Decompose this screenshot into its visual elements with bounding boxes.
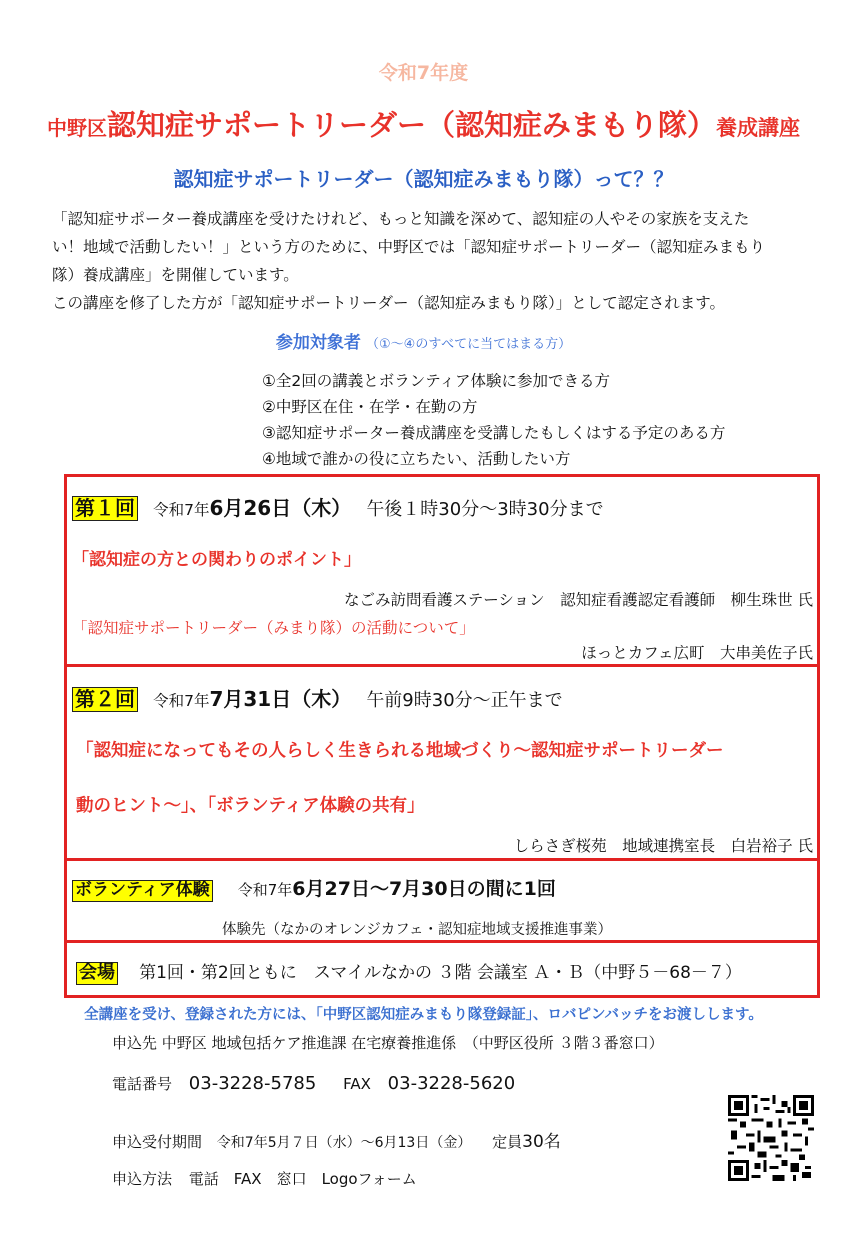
divider (64, 858, 820, 861)
page-title (0, 103, 847, 144)
method-list: 電話 FAX 窓口 Logoフォーム (188, 1170, 417, 1188)
session2-topic-cont: 動のヒント～」、「ボランティア体験の共有」 (76, 796, 425, 816)
volunteer-header (72, 874, 556, 902)
tel-label: 電話番号 (112, 1075, 173, 1093)
divider (64, 940, 820, 943)
session2-year: 令和7年 (153, 692, 210, 710)
period-label: 申込受付期間 (112, 1133, 203, 1151)
target-title: 参加対象者 (275, 333, 361, 353)
condition-item: ①全2回の講義とボランティア体験に参加できる方 (262, 372, 611, 390)
venue-label: 会場 (76, 962, 118, 985)
session2-topic: 「認知症になってもその人らしく生きられる地域づくり～認知症サポートリーダー (76, 741, 724, 761)
capacity-label: 定員 (492, 1133, 523, 1151)
course-suffix: 養成講座 (716, 116, 800, 140)
session1-topic: 「認知症の方との関わりのポイント」 (72, 550, 361, 570)
target-conditions (262, 368, 725, 472)
session1-topic2: 「認知症サポートリーダー（みまり隊）の活動について」 (72, 619, 475, 637)
volunteer-label: ボランティア体験 (72, 880, 213, 902)
session1-date: 6月26日（木） (209, 496, 352, 520)
course-name: 認知症サポートリーダー（認知症みまもり隊） (106, 108, 716, 142)
subtitle: 認知症サポートリーダー（認知症みまもり隊）って？？ (173, 167, 674, 191)
notice-text: 全講座を受け、登録された方には、「中野区認知症みまもり隊登録証」、ロバピンバッチをお渡しします。 (84, 1007, 763, 1023)
fax-number: 03-3228-5620 (387, 1073, 516, 1094)
session1-year: 令和7年 (153, 501, 210, 519)
session2-label: 第２回 (72, 687, 138, 712)
session2-date: 7月31日（木） (209, 687, 352, 711)
fax-label: FAX (343, 1075, 371, 1093)
capacity-value: 30名 (522, 1132, 561, 1152)
intro-line: い！地域で活動したい！」という方のために、中野区では「認知症サポートリーダー（認知症みまもり (52, 238, 766, 256)
session2-header (72, 683, 563, 712)
tel-fax-line (112, 1073, 515, 1094)
session2-speaker: しらさぎ桜苑 地域連携室長 白岩裕子 氏 (513, 837, 813, 855)
apply-to: 申込先 中野区 地域包括ケア推進課 在宅療養推進係 （中野区役所 ３階３番窓口） (112, 1034, 664, 1052)
intro-line: 「認知症サポーター養成講座を受けたけれど、もっと知識を深めて、認知症の人やその家族を支えた (52, 210, 750, 228)
condition-item: ④地域で誰かの役に立ちたい、活動したい方 (262, 450, 571, 468)
method-label: 申込方法 (112, 1170, 173, 1188)
divider (64, 664, 820, 667)
session1-time: 午後１時30分～3時30分まで (366, 499, 604, 520)
volunteer-year: 令和7年 (237, 881, 293, 899)
session1-label: 第１回 (72, 496, 138, 521)
qr-code-icon[interactable] (728, 1095, 814, 1181)
target-note: （①～④のすべてに当てはまる方） (366, 337, 572, 352)
ward-name: 中野区 (46, 116, 107, 140)
venue-line (76, 958, 742, 985)
tel-number: 03-3228-5785 (188, 1073, 317, 1094)
intro-line: この講座を修了した方が「認知症サポートリーダー（認知症みまもり隊）」として認定されます。 (52, 294, 726, 312)
period-line (112, 1127, 561, 1152)
method-line (112, 1168, 417, 1189)
session1-header (72, 492, 604, 521)
period-value: 令和7年5月７日（水）～6月13日（金） (216, 1135, 472, 1151)
condition-item: ②中野区在住・在学・在勤の方 (262, 398, 478, 416)
session1-speaker: なごみ訪問看護ステーション 認知症看護認定看護師 柳生珠世 氏 (344, 591, 813, 609)
session2-time: 午前9時30分～正午まで (366, 690, 563, 711)
condition-item: ③認知症サポーター養成講座を受講したもしくはする予定のある方 (262, 424, 726, 442)
intro-line: 隊）養成講座」を開催しています。 (52, 266, 299, 284)
target-heading (0, 328, 847, 353)
volunteer-place: 体験先（なかのオレンジカフェ・認知症地域支援推進事業） (222, 922, 613, 938)
session1-speaker2: ほっとカフェ広町 大串美佐子氏 (581, 644, 813, 662)
venue-text: 第1回・第2回ともに スマイルなかの ３階 会議室 Ａ・Ｂ（中野５－68－７） (139, 963, 742, 983)
intro-text (52, 205, 822, 317)
era-title: 令和7年度 (378, 62, 469, 84)
volunteer-period: 6月27日～7月30日の間に1回 (292, 878, 556, 900)
